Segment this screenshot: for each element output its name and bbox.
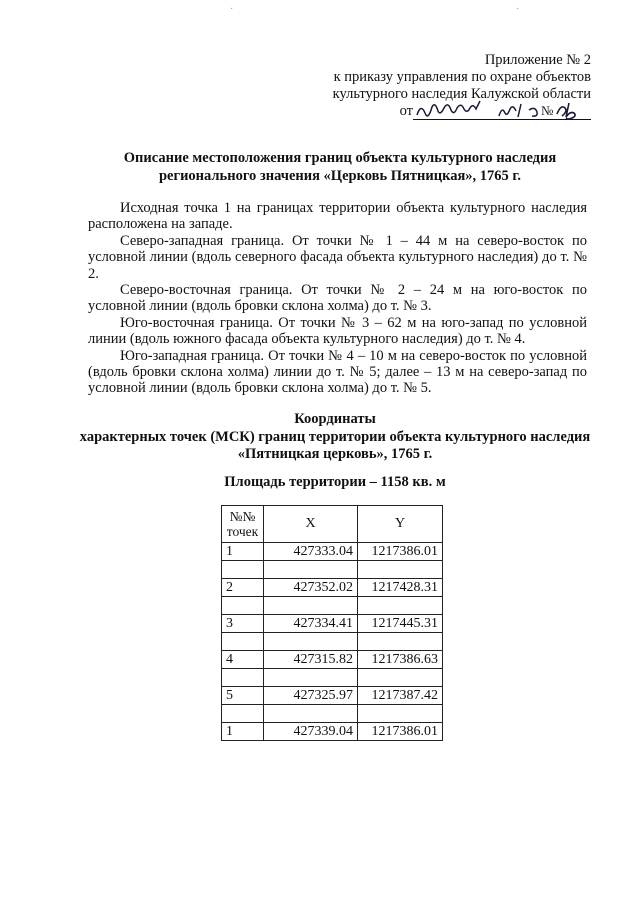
- y-value: 1217387.42: [358, 687, 443, 705]
- appendix-line: к приказу управления по охране объектов: [333, 69, 591, 85]
- coordinates-heading: [60, 411, 610, 464]
- point-number: 1: [222, 723, 264, 741]
- header-x: X: [264, 506, 358, 543]
- x-value: 427352.02: [264, 579, 358, 597]
- appendix-line: культурного наследия Калужской области: [332, 86, 591, 102]
- appendix-line: Приложение № 2: [484, 52, 591, 68]
- y-value: 1217386.63: [358, 651, 443, 669]
- coordinates-table: [221, 505, 443, 741]
- table-spacer-row: [222, 633, 443, 651]
- table-spacer-row: [222, 705, 443, 723]
- table-row: [222, 651, 443, 669]
- point-number: 1: [222, 543, 264, 561]
- header-points: №№ точек: [222, 506, 264, 543]
- table-header-row: [222, 506, 443, 543]
- appendix-header: [333, 52, 591, 120]
- y-value: 1217386.01: [358, 723, 443, 741]
- x-value: 427325.97: [264, 687, 358, 705]
- appendix-date-line: [333, 103, 591, 120]
- scan-mark: ·: [516, 4, 520, 15]
- description-paragraph: Северо-восточная граница. От точки № 2 – 24 м на юго-восток по условной линии (вдоль бровки склона холма) до т. № 3.: [88, 282, 587, 315]
- x-value: 427334.41: [264, 615, 358, 633]
- document-title: [40, 149, 639, 185]
- x-value: 427333.04: [264, 543, 358, 561]
- x-value: 427315.82: [264, 651, 358, 669]
- handwriting-icon: [413, 100, 591, 122]
- number-label: №: [541, 103, 554, 118]
- description-paragraph: Северо-западная граница. От точки № 1 – 44 м на северо-восток по условной линии (вдоль северного фасада объекта культурного наследия) до т. № 2.: [88, 232, 587, 282]
- y-value: 1217386.01: [358, 543, 443, 561]
- handwritten-date-number: [413, 105, 591, 120]
- x-value: 427339.04: [264, 723, 358, 741]
- header-y: Y: [358, 506, 443, 543]
- table-row: [222, 543, 443, 561]
- date-prefix: от: [399, 103, 413, 119]
- area-label: Площадь территории – 1158 кв. м: [224, 474, 446, 490]
- coordinates-line: Координаты: [294, 411, 376, 427]
- point-number: 4: [222, 651, 264, 669]
- coordinates-line: «Пятницкая церковь», 1765 г.: [237, 446, 433, 462]
- table-spacer-row: [222, 669, 443, 687]
- y-value: 1217445.31: [358, 615, 443, 633]
- scan-mark: ·: [230, 4, 234, 15]
- y-value: 1217428.31: [358, 579, 443, 597]
- table-row: [222, 687, 443, 705]
- table-spacer-row: [222, 561, 443, 579]
- table-row: [222, 723, 443, 741]
- table-row: [222, 615, 443, 633]
- point-number: 3: [222, 615, 264, 633]
- title-line: Описание местоположения границ объекта культурного наследия: [123, 150, 557, 166]
- description-paragraph: Юго-восточная граница. От точки № 3 – 62 м на юго-запад по условной линии (вдоль южного фасада объекта культурного наследия) до т. № 4.: [88, 314, 587, 348]
- table-spacer-row: [222, 597, 443, 615]
- table-row: [222, 579, 443, 597]
- description-paragraph: Юго-западная граница. От точки № 4 – 10 м на северо-восток по условной (вдоль бровки склона холма) линии до т. № 5; далее – 13 м на северо-запад по условной линии (вдоль бровки склона холма) до т. № 5.: [88, 347, 587, 397]
- point-number: 2: [222, 579, 264, 597]
- title-line: регионального значения «Церковь Пятницкая», 1765 г.: [158, 168, 521, 184]
- coordinates-line: характерных точек (МСК) границ территории объекта культурного наследия: [79, 428, 591, 445]
- point-number: 5: [222, 687, 264, 705]
- description-paragraph: Исходная точка 1 на границах территории объекта культурного наследия расположена на западе.: [88, 200, 587, 233]
- boundary-description: [88, 200, 587, 397]
